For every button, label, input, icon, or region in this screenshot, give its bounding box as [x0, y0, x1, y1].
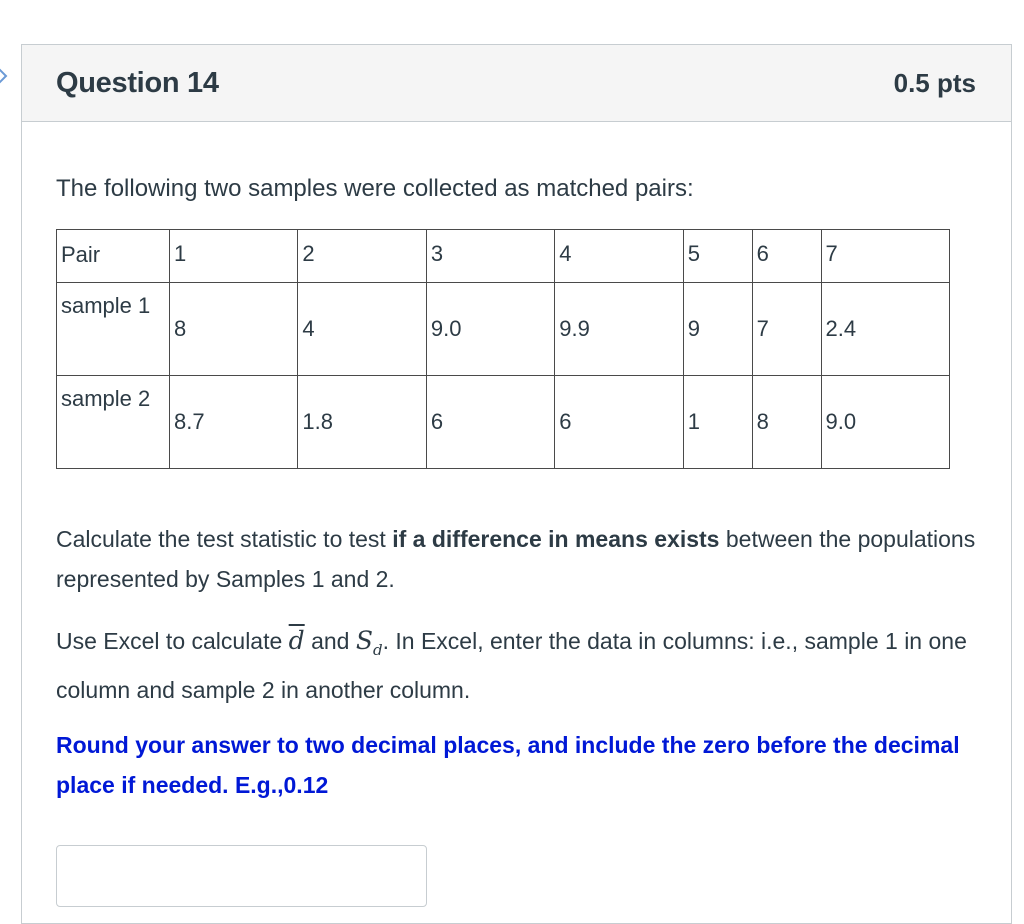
- pair-number-cell: 7: [821, 230, 949, 283]
- excel-instruction: [56, 621, 986, 710]
- pair-number-cell: 1: [170, 230, 298, 283]
- table-row: [57, 283, 950, 376]
- table-row: [57, 376, 950, 469]
- row-label-cell: sample 2: [57, 376, 170, 469]
- pair-number-cell: 6: [752, 230, 821, 283]
- sample-value-cell: 9.9: [555, 283, 683, 376]
- sample-value-cell: 8: [752, 376, 821, 469]
- sample-value-cell: 6: [426, 376, 554, 469]
- calc-text-before: Calculate the test statistic to test: [56, 526, 393, 552]
- sample-value-cell: 8: [170, 283, 298, 376]
- pair-number-cell: 3: [426, 230, 554, 283]
- s-d-symbol: $S_d$: [355, 626, 383, 659]
- question-points: 0.5 pts: [893, 67, 976, 98]
- question-header: [22, 45, 1011, 122]
- question-card: [21, 44, 1012, 924]
- sample-value-cell: 7: [752, 283, 821, 376]
- table-header-row: [57, 230, 950, 283]
- rounding-instruction: Round your answer to two decimal places, and include the zero before the decimal place if needed. E.g.,0.12: [56, 732, 960, 798]
- sample-value-cell: 9.0: [821, 376, 949, 469]
- question-flag-arrow-icon: [0, 66, 8, 86]
- table-header-label: Pair: [57, 230, 170, 283]
- sample-value-cell: 9.0: [426, 283, 554, 376]
- answer-input[interactable]: [56, 845, 427, 907]
- excel-text-1: Use Excel to calculate: [56, 628, 289, 654]
- pair-number-cell: 2: [298, 230, 426, 283]
- row-label-cell: sample 1: [57, 283, 170, 376]
- pair-number-cell: 5: [683, 230, 752, 283]
- question-intro: The following two samples were collected as matched pairs:: [56, 175, 694, 202]
- question-title: Question 14: [56, 66, 219, 99]
- calculate-instruction: [56, 519, 986, 599]
- calc-text-bold: if a difference in means exists: [392, 526, 720, 552]
- calc-text-after: between the populations represented by Samples 1 and 2.: [56, 526, 976, 592]
- excel-text-3: . In Excel, enter the data in columns: i.e., sample 1 in one column and sample 2 in another column.: [56, 628, 967, 703]
- sample-value-cell: 1.8: [298, 376, 426, 469]
- sample-value-cell: 2.4: [821, 283, 949, 376]
- d-bar-symbol: $\overline{d}$: [288, 626, 305, 655]
- excel-text-2: and: [304, 628, 356, 654]
- pair-number-cell: 4: [555, 230, 683, 283]
- matched-pairs-table: [56, 229, 950, 469]
- sample-value-cell: 9: [683, 283, 752, 376]
- sample-value-cell: 1: [683, 376, 752, 469]
- sample-value-cell: 8.7: [170, 376, 298, 469]
- sample-value-cell: 4: [298, 283, 426, 376]
- sample-value-cell: 6: [555, 376, 683, 469]
